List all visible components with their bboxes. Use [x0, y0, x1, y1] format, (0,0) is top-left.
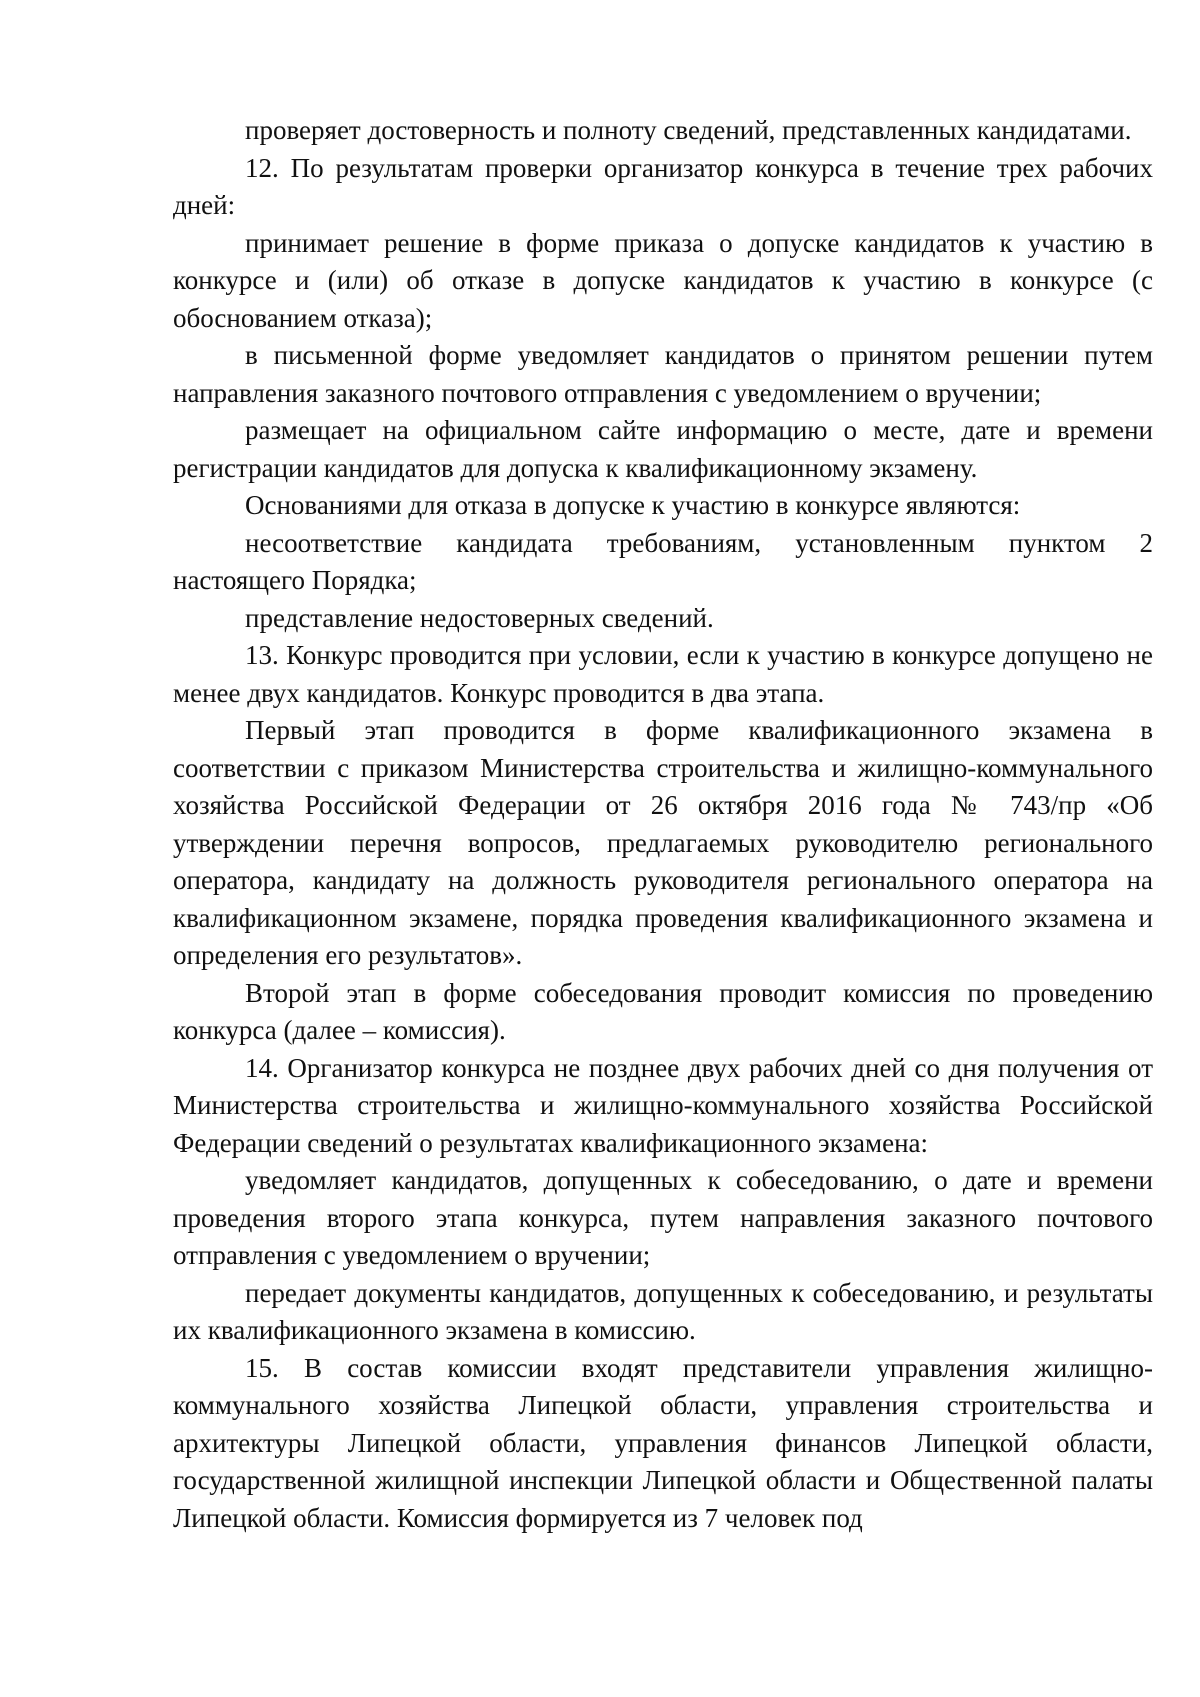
paragraph-written-notice: в письменной форме уведомляет кандидатов о принятом решении путем направления заказного почтового отправления с уведомлением о вручении; [173, 340, 1153, 408]
paragraph-admission-decision: принимает решение в форме приказа о допуске кандидатов к участию в конкурсе и (или) об отказе в допуске кандидатов к участию в конкурсе (с обоснованием отказа); [173, 227, 1153, 333]
paragraph-false-information: представление недостоверных сведений. [245, 602, 714, 633]
paragraph-documents-transfer: передает документы кандидатов, допущенных к собеседованию, и результаты их квалификационного экзамена в комиссию. [173, 1277, 1153, 1345]
paragraph-verification: проверяет достоверность и полноту сведений, представленных кандидатами. [245, 115, 1132, 145]
paragraph-item-13: 13. Конкурс проводится при условии, если к участию в конкурсе допущено не менее двух кандидатов. Конкурс проводится в два этапа. [173, 640, 1153, 708]
paragraph-second-stage: Второй этап в форме собеседования проводит комиссия по проведению конкурса (далее – комиссия). [173, 977, 1153, 1045]
paragraph-item-15: 15. В состав комиссии входят представители управления жилищно-коммунального хозяйства Липецкой области, управления строительства и архитектуры Липецкой области, управления финансов Липецкой области, государственной жилищной инспекции Липецкой области и Общественной палаты Липецкой области. Комиссия формируется из 7 человек под [173, 1352, 1153, 1533]
paragraph-item-14: 14. Организатор конкурса не позднее двух рабочих дней со дня получения от Министерства строительства и жилищно-коммунального хозяйства Российской Федерации сведений о результатах квалификационного экзамена: [173, 1052, 1153, 1158]
paragraph-item-12: 12. По результатам проверки организатор конкурса в течение трех рабочих дней: [173, 152, 1153, 220]
paragraph-first-stage: Первый этап проводится в форме квалификационного экзамена в соответствии с приказом Министерства строительства и жилищно-коммунального хозяйства Российской Федерации от 26 октября 2016 года № 743/пр «Об утверждении перечня вопросов, предлагаемых руководителю регионального оператора, кандидату на должность руководителя регионального оператора на квалификационном экзамене, порядка проведения квалификационного экзамена и определения его результатов». [173, 715, 1153, 970]
paragraph-nonconformity: несоответствие кандидата требованиям, установленным пунктом 2 настоящего Порядка; [173, 527, 1153, 595]
paragraph-site-publication: размещает на официальном сайте информацию о месте, дате и времени регистрации кандидатов для допуска к квалификационному экзамену. [173, 415, 1153, 483]
document-page [173, 112, 1153, 1537]
paragraph-refusal-grounds: Основаниями для отказа в допуске к участию в конкурсе являются: [245, 490, 1021, 520]
paragraph-interview-notice: уведомляет кандидатов, допущенных к собеседованию, о дате и времени проведения второго этапа конкурса, путем направления заказного почтового отправления с уведомлением о вручении; [173, 1165, 1153, 1270]
